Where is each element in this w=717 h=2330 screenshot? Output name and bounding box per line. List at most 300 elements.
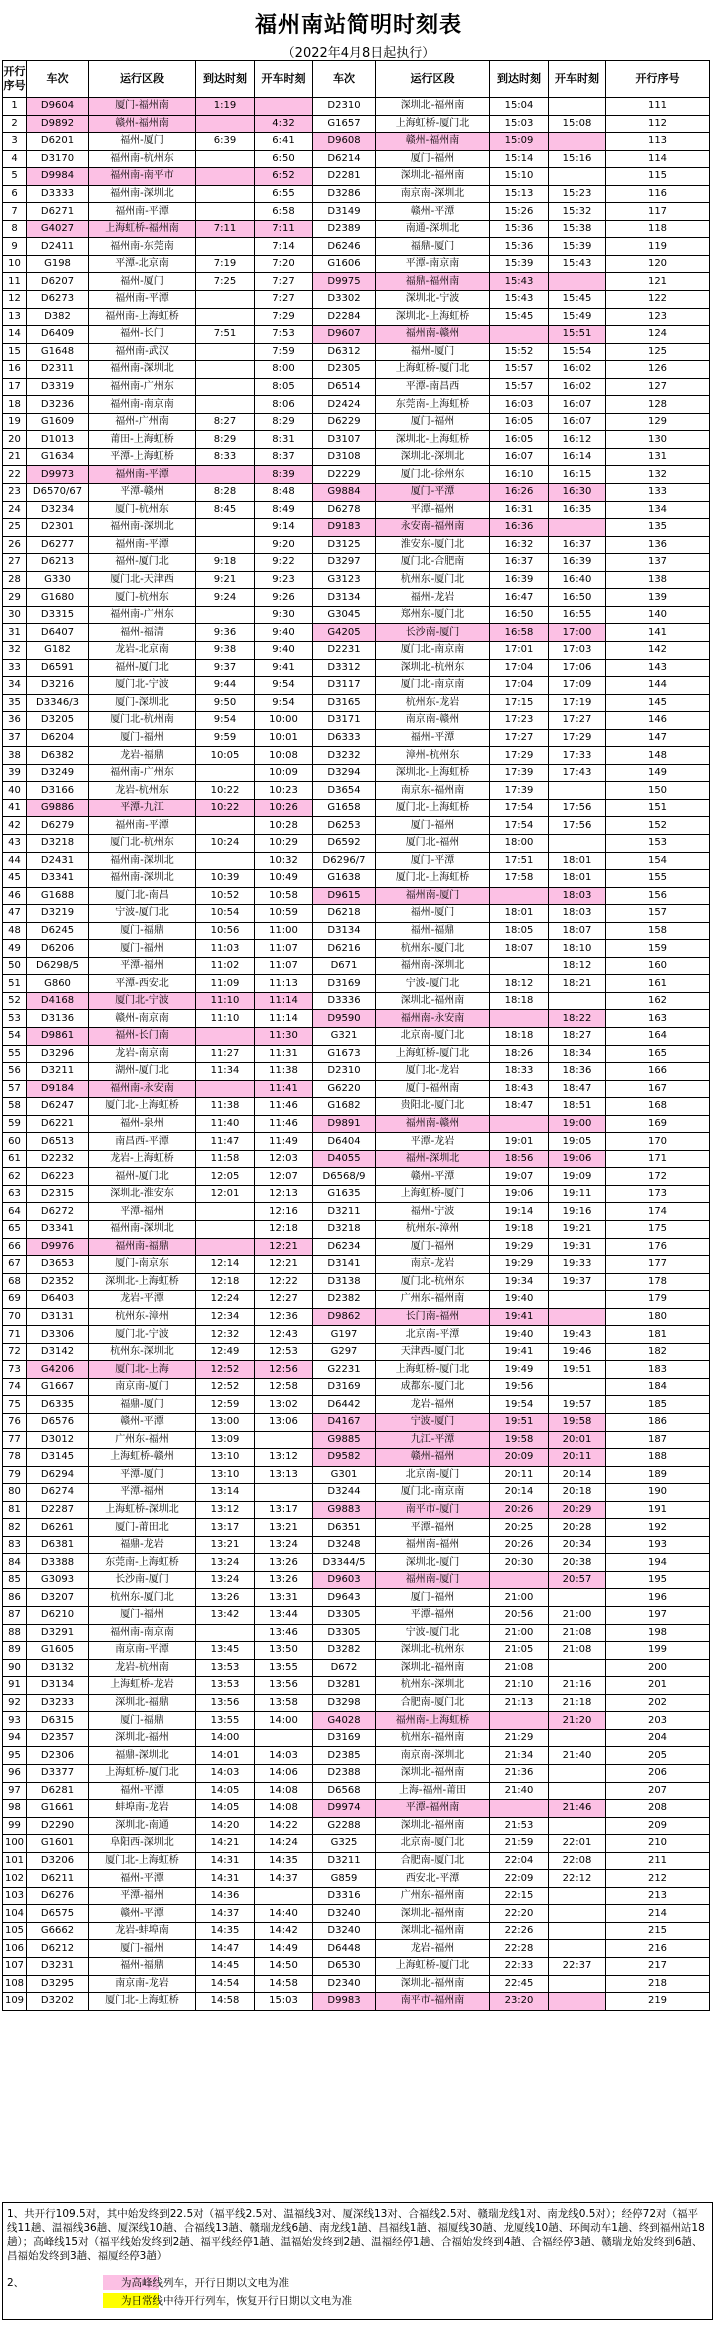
right-train-cell: D3108 xyxy=(313,448,376,466)
left-arrive-cell: 7:19 xyxy=(196,255,255,273)
left-depart-cell: 8:05 xyxy=(255,378,313,396)
right-seq-cell: 130 xyxy=(606,431,710,449)
left-depart-cell: 12:22 xyxy=(255,1273,313,1291)
left-depart-cell: 7:53 xyxy=(255,326,313,344)
right-route-cell: 深圳北-福州南 xyxy=(376,1817,490,1835)
left-arrive-cell: 12:32 xyxy=(196,1326,255,1344)
right-arrive-cell: 17:27 xyxy=(490,729,549,747)
table-row xyxy=(3,1431,710,1449)
right-train-cell: D6296/7 xyxy=(313,852,376,870)
right-arrive-cell: 19:56 xyxy=(490,1378,549,1396)
right-route-cell: 南平市-厦门 xyxy=(376,1501,490,1519)
left-route-cell: 福州-厦门 xyxy=(89,273,196,291)
right-arrive-cell: 16:50 xyxy=(490,606,549,624)
right-seq-cell: 189 xyxy=(606,1466,710,1484)
table-row xyxy=(3,1010,710,1028)
table-row xyxy=(3,1782,710,1800)
right-seq-cell: 209 xyxy=(606,1817,710,1835)
left-train-cell: D6335 xyxy=(27,1396,89,1414)
header-depart: 开车时刻 xyxy=(255,61,313,98)
table-row xyxy=(3,1150,710,1168)
right-train-cell: D3169 xyxy=(313,975,376,993)
left-arrive-cell: 11:02 xyxy=(196,957,255,975)
table-row xyxy=(3,729,710,747)
left-train-cell: D3315 xyxy=(27,606,89,624)
right-arrive-cell: 17:39 xyxy=(490,782,549,800)
right-depart-cell: 19:57 xyxy=(549,1396,606,1414)
left-train-cell: D3132 xyxy=(27,1659,89,1677)
left-train-cell: G1634 xyxy=(27,448,89,466)
left-arrive-cell: 13:12 xyxy=(196,1501,255,1519)
right-route-cell: 合肥南-厦门北 xyxy=(376,1694,490,1712)
right-arrive-cell: 19:49 xyxy=(490,1361,549,1379)
table-row xyxy=(3,1887,710,1905)
right-depart-cell: 18:01 xyxy=(549,852,606,870)
right-arrive-cell: 21:40 xyxy=(490,1782,549,1800)
left-train-cell: D6277 xyxy=(27,536,89,554)
left-depart-cell: 11:46 xyxy=(255,1115,313,1133)
left-train-cell: D6298/5 xyxy=(27,957,89,975)
right-depart-cell: 16:14 xyxy=(549,448,606,466)
right-route-cell: 平潭-福州南 xyxy=(376,1800,490,1818)
left-arrive-cell xyxy=(196,1221,255,1239)
left-train-cell: D2290 xyxy=(27,1817,89,1835)
right-depart-cell: 22:12 xyxy=(549,1870,606,1888)
left-train-cell: D2315 xyxy=(27,1185,89,1203)
right-train-cell: D6218 xyxy=(313,905,376,923)
right-train-cell: D3316 xyxy=(313,1887,376,1905)
right-route-cell: 厦门-平潭 xyxy=(376,484,490,502)
right-arrive-cell: 15:14 xyxy=(490,150,549,168)
right-seq-cell: 150 xyxy=(606,782,710,800)
table-row xyxy=(3,1817,710,1835)
right-arrive-cell: 16:10 xyxy=(490,466,549,484)
left-train-cell: D9976 xyxy=(27,1238,89,1256)
right-depart-cell: 18:03 xyxy=(549,887,606,905)
left-depart-cell: 6:58 xyxy=(255,203,313,221)
table-row xyxy=(3,1098,710,1116)
right-route-cell: 厦门北-南京南 xyxy=(376,677,490,695)
right-train-cell: D2284 xyxy=(313,308,376,326)
right-depart-cell: 16:35 xyxy=(549,501,606,519)
page-title: 福州南站简明时刻表 xyxy=(254,13,462,38)
right-train-cell: G859 xyxy=(313,1870,376,1888)
left-route-cell: 湖州-厦门北 xyxy=(89,1063,196,1081)
left-depart-cell: 11:00 xyxy=(255,922,313,940)
left-seq-cell: 31 xyxy=(3,624,27,642)
right-seq-cell: 160 xyxy=(606,957,710,975)
right-route-cell: 赣州-福州 xyxy=(376,1449,490,1467)
left-route-cell: 福州-长门 xyxy=(89,326,196,344)
right-arrive-cell xyxy=(490,1800,549,1818)
left-route-cell: 福鼎-龙岩 xyxy=(89,1536,196,1554)
right-arrive-cell: 23:20 xyxy=(490,1993,549,2011)
right-train-cell: D9891 xyxy=(313,1115,376,1133)
right-depart-cell: 18:07 xyxy=(549,922,606,940)
right-depart-cell: 19:31 xyxy=(549,1238,606,1256)
right-seq-cell: 125 xyxy=(606,343,710,361)
right-depart-cell: 15:08 xyxy=(549,115,606,133)
left-arrive-cell: 1:19 xyxy=(196,98,255,116)
left-train-cell: D6382 xyxy=(27,747,89,765)
left-depart-cell: 11:49 xyxy=(255,1133,313,1151)
right-route-cell: 宁波-厦门 xyxy=(376,1414,490,1432)
right-route-cell: 平潭-福州 xyxy=(376,1607,490,1625)
left-route-cell: 平潭-福州 xyxy=(89,1484,196,1502)
right-train-cell: D6404 xyxy=(313,1133,376,1151)
right-depart-cell xyxy=(549,98,606,116)
right-seq-cell: 137 xyxy=(606,554,710,572)
right-depart-cell: 18:21 xyxy=(549,975,606,993)
left-arrive-cell xyxy=(196,238,255,256)
right-seq-cell: 117 xyxy=(606,203,710,221)
right-depart-cell: 15:23 xyxy=(549,185,606,203)
left-seq-cell: 87 xyxy=(3,1607,27,1625)
left-seq-cell: 75 xyxy=(3,1396,27,1414)
right-route-cell: 厦门-福州 xyxy=(376,817,490,835)
right-train-cell: D3117 xyxy=(313,677,376,695)
right-route-cell: 福州南-赣州 xyxy=(376,326,490,344)
left-train-cell: D6245 xyxy=(27,922,89,940)
left-train-cell: D6223 xyxy=(27,1168,89,1186)
left-arrive-cell: 14:03 xyxy=(196,1764,255,1782)
right-train-cell: D3232 xyxy=(313,747,376,765)
left-seq-cell: 98 xyxy=(3,1800,27,1818)
table-row xyxy=(3,571,710,589)
table-row xyxy=(3,1045,710,1063)
right-arrive-cell: 18:18 xyxy=(490,1027,549,1045)
right-arrive-cell: 18:26 xyxy=(490,1045,549,1063)
left-train-cell: D3249 xyxy=(27,764,89,782)
right-arrive-cell: 15:45 xyxy=(490,308,549,326)
left-arrive-cell: 11:09 xyxy=(196,975,255,993)
table-row xyxy=(3,1168,710,1186)
left-route-cell: 福州-长门南 xyxy=(89,1027,196,1045)
right-depart-cell: 21:40 xyxy=(549,1747,606,1765)
right-seq-cell: 201 xyxy=(606,1677,710,1695)
left-depart-cell: 14:00 xyxy=(255,1712,313,1730)
left-arrive-cell: 10:56 xyxy=(196,922,255,940)
right-depart-cell: 21:00 xyxy=(549,1607,606,1625)
right-arrive-cell: 21:36 xyxy=(490,1764,549,1782)
left-depart-cell: 9:54 xyxy=(255,694,313,712)
right-arrive-cell: 15:04 xyxy=(490,98,549,116)
left-route-cell: 厦门-福州 xyxy=(89,940,196,958)
left-train-cell: G330 xyxy=(27,571,89,589)
right-route-cell: 上海虹桥-厦门北 xyxy=(376,361,490,379)
left-seq-cell: 37 xyxy=(3,729,27,747)
right-depart-cell: 18:22 xyxy=(549,1010,606,1028)
table-row xyxy=(3,1484,710,1502)
left-train-cell: D6513 xyxy=(27,1133,89,1151)
right-arrive-cell: 17:01 xyxy=(490,641,549,659)
right-seq-cell: 199 xyxy=(606,1642,710,1660)
right-train-cell: D6214 xyxy=(313,150,376,168)
right-seq-cell: 177 xyxy=(606,1256,710,1274)
left-route-cell: 福州南-深圳北 xyxy=(89,185,196,203)
left-train-cell: D3231 xyxy=(27,1957,89,1975)
right-depart-cell: 22:08 xyxy=(549,1852,606,1870)
table-row xyxy=(3,1238,710,1256)
table-row xyxy=(3,396,710,414)
table-row xyxy=(3,1712,710,1730)
right-seq-cell: 155 xyxy=(606,870,710,888)
left-route-cell: 福州-厦门 xyxy=(89,133,196,151)
right-seq-cell: 136 xyxy=(606,536,710,554)
table-row xyxy=(3,220,710,238)
right-arrive-cell: 18:05 xyxy=(490,922,549,940)
left-depart-cell: 10:32 xyxy=(255,852,313,870)
right-arrive-cell: 21:00 xyxy=(490,1589,549,1607)
left-route-cell: 深圳北-福鼎 xyxy=(89,1694,196,1712)
right-depart-cell: 16:30 xyxy=(549,484,606,502)
right-train-cell: D9983 xyxy=(313,1993,376,2011)
left-depart-cell: 13:26 xyxy=(255,1554,313,1572)
left-route-cell: 福州南-平潭 xyxy=(89,203,196,221)
left-route-cell: 龙岩-平潭 xyxy=(89,1291,196,1309)
right-route-cell: 福州-厦门 xyxy=(376,343,490,361)
right-route-cell: 福州南-赣州 xyxy=(376,1115,490,1133)
left-depart-cell: 11:14 xyxy=(255,992,313,1010)
right-seq-cell: 212 xyxy=(606,1870,710,1888)
left-seq-cell: 82 xyxy=(3,1519,27,1537)
header-depart: 开车时刻 xyxy=(549,61,606,98)
left-train-cell: D2232 xyxy=(27,1150,89,1168)
left-depart-cell: 13:06 xyxy=(255,1414,313,1432)
left-train-cell: D6575 xyxy=(27,1905,89,1923)
right-arrive-cell: 17:04 xyxy=(490,659,549,677)
left-train-cell: D2357 xyxy=(27,1729,89,1747)
right-route-cell: 深圳北-宁波 xyxy=(376,291,490,309)
left-arrive-cell: 9:37 xyxy=(196,659,255,677)
right-depart-cell: 16:39 xyxy=(549,554,606,572)
left-arrive-cell: 13:14 xyxy=(196,1484,255,1502)
left-arrive-cell: 14:31 xyxy=(196,1852,255,1870)
right-arrive-cell: 18:56 xyxy=(490,1150,549,1168)
right-train-cell: D9582 xyxy=(313,1449,376,1467)
left-route-cell: 深圳北-南通 xyxy=(89,1817,196,1835)
left-depart-cell: 13:50 xyxy=(255,1642,313,1660)
left-seq-cell: 89 xyxy=(3,1642,27,1660)
left-train-cell: D2411 xyxy=(27,238,89,256)
left-train-cell: D3012 xyxy=(27,1431,89,1449)
left-depart-cell: 9:22 xyxy=(255,554,313,572)
right-route-cell: 深圳北-福州南 xyxy=(376,1764,490,1782)
left-seq-cell: 27 xyxy=(3,554,27,572)
right-route-cell: 南平市-福州南 xyxy=(376,1993,490,2011)
left-arrive-cell: 13:42 xyxy=(196,1607,255,1625)
left-depart-cell: 9:54 xyxy=(255,677,313,695)
left-seq-cell: 64 xyxy=(3,1203,27,1221)
left-train-cell: G4027 xyxy=(27,220,89,238)
left-depart-cell: 8:31 xyxy=(255,431,313,449)
right-route-cell: 深圳北-福州南 xyxy=(376,98,490,116)
right-depart-cell xyxy=(549,1729,606,1747)
right-train-cell: D6246 xyxy=(313,238,376,256)
right-arrive-cell: 17:58 xyxy=(490,870,549,888)
right-seq-cell: 207 xyxy=(606,1782,710,1800)
right-train-cell: G325 xyxy=(313,1835,376,1853)
left-arrive-cell: 14:35 xyxy=(196,1922,255,1940)
left-route-cell: 厦门-杭州东 xyxy=(89,589,196,607)
table-row xyxy=(3,852,710,870)
right-train-cell: G1635 xyxy=(313,1185,376,1203)
right-seq-cell: 198 xyxy=(606,1624,710,1642)
left-train-cell: D9973 xyxy=(27,466,89,484)
left-seq-cell: 57 xyxy=(3,1080,27,1098)
right-seq-cell: 164 xyxy=(606,1027,710,1045)
right-arrive-cell: 21:29 xyxy=(490,1729,549,1747)
right-seq-cell: 121 xyxy=(606,273,710,291)
left-train-cell: D6570/67 xyxy=(27,484,89,502)
left-seq-cell: 8 xyxy=(3,220,27,238)
left-train-cell: D6261 xyxy=(27,1519,89,1537)
left-train-cell: D2311 xyxy=(27,361,89,379)
left-depart-cell: 9:40 xyxy=(255,624,313,642)
right-route-cell: 平潭-南昌西 xyxy=(376,378,490,396)
left-depart-cell: 6:55 xyxy=(255,185,313,203)
right-train-cell: G2231 xyxy=(313,1361,376,1379)
left-depart-cell: 13:55 xyxy=(255,1659,313,1677)
right-train-cell: D3134 xyxy=(313,589,376,607)
left-seq-cell: 109 xyxy=(3,1993,27,2011)
right-depart-cell: 17:33 xyxy=(549,747,606,765)
table-row xyxy=(3,905,710,923)
right-arrive-cell: 17:51 xyxy=(490,852,549,870)
right-train-cell: G1606 xyxy=(313,255,376,273)
right-train-cell: D3305 xyxy=(313,1607,376,1625)
left-route-cell: 龙岩-杭州南 xyxy=(89,1659,196,1677)
left-train-cell: D3207 xyxy=(27,1589,89,1607)
left-train-cell: G1605 xyxy=(27,1642,89,1660)
left-seq-cell: 40 xyxy=(3,782,27,800)
right-seq-cell: 161 xyxy=(606,975,710,993)
left-seq-cell: 14 xyxy=(3,326,27,344)
left-train-cell: D3211 xyxy=(27,1063,89,1081)
left-route-cell: 福州南-南京南 xyxy=(89,396,196,414)
right-arrive-cell: 22:15 xyxy=(490,1887,549,1905)
left-route-cell: 深圳北-淮安东 xyxy=(89,1185,196,1203)
left-seq-cell: 86 xyxy=(3,1589,27,1607)
right-seq-cell: 202 xyxy=(606,1694,710,1712)
left-route-cell: 平潭-西安北 xyxy=(89,975,196,993)
right-arrive-cell: 17:23 xyxy=(490,712,549,730)
left-seq-cell: 41 xyxy=(3,799,27,817)
left-arrive-cell: 6:39 xyxy=(196,133,255,151)
left-seq-cell: 106 xyxy=(3,1940,27,1958)
right-train-cell: D3134 xyxy=(313,922,376,940)
left-seq-cell: 46 xyxy=(3,887,27,905)
table-row xyxy=(3,1677,710,1695)
left-route-cell: 福州-厦门北 xyxy=(89,659,196,677)
left-route-cell: 宁波-厦门北 xyxy=(89,905,196,923)
left-arrive-cell: 13:24 xyxy=(196,1571,255,1589)
right-route-cell: 福州南-永安南 xyxy=(376,1010,490,1028)
right-arrive-cell: 16:36 xyxy=(490,519,549,537)
left-train-cell: D3206 xyxy=(27,1852,89,1870)
left-route-cell: 上海虹桥-深圳北 xyxy=(89,1501,196,1519)
left-depart-cell: 10:01 xyxy=(255,729,313,747)
left-depart-cell: 4:32 xyxy=(255,115,313,133)
right-depart-cell: 19:37 xyxy=(549,1273,606,1291)
left-route-cell: 平潭-赣州 xyxy=(89,484,196,502)
right-depart-cell: 15:43 xyxy=(549,255,606,273)
right-train-cell: D6514 xyxy=(313,378,376,396)
right-route-cell: 深圳北-杭州东 xyxy=(376,659,490,677)
left-train-cell: D2306 xyxy=(27,1747,89,1765)
right-seq-cell: 185 xyxy=(606,1396,710,1414)
left-route-cell: 福州南-深圳北 xyxy=(89,519,196,537)
left-depart-cell xyxy=(255,98,313,116)
right-route-cell: 厦门北-合肥南 xyxy=(376,554,490,572)
right-seq-cell: 124 xyxy=(606,326,710,344)
right-train-cell: D6568 xyxy=(313,1782,376,1800)
left-route-cell: 厦门北-天津西 xyxy=(89,571,196,589)
left-train-cell: D3388 xyxy=(27,1554,89,1572)
right-route-cell: 北京南-厦门北 xyxy=(376,1027,490,1045)
right-train-cell: D3169 xyxy=(313,1729,376,1747)
right-depart-cell: 19:33 xyxy=(549,1256,606,1274)
right-depart-cell: 16:55 xyxy=(549,606,606,624)
right-train-cell: D2385 xyxy=(313,1747,376,1765)
left-arrive-cell: 10:39 xyxy=(196,870,255,888)
table-row xyxy=(3,361,710,379)
right-seq-cell: 214 xyxy=(606,1905,710,1923)
table-row xyxy=(3,1256,710,1274)
left-arrive-cell: 14:05 xyxy=(196,1782,255,1800)
right-train-cell: D3171 xyxy=(313,712,376,730)
right-depart-cell: 19:05 xyxy=(549,1133,606,1151)
right-depart-cell xyxy=(549,834,606,852)
right-route-cell: 福州南-厦门 xyxy=(376,1571,490,1589)
right-arrive-cell: 19:29 xyxy=(490,1238,549,1256)
left-train-cell: D6409 xyxy=(27,326,89,344)
right-seq-cell: 187 xyxy=(606,1431,710,1449)
right-depart-cell: 20:28 xyxy=(549,1519,606,1537)
table-row xyxy=(3,1133,710,1151)
left-arrive-cell: 11:38 xyxy=(196,1098,255,1116)
right-seq-cell: 216 xyxy=(606,1940,710,1958)
left-arrive-cell: 11:10 xyxy=(196,992,255,1010)
table-row xyxy=(3,1659,710,1677)
left-depart-cell: 12:43 xyxy=(255,1326,313,1344)
right-seq-cell: 131 xyxy=(606,448,710,466)
right-depart-cell: 17:19 xyxy=(549,694,606,712)
left-arrive-cell: 14:36 xyxy=(196,1887,255,1905)
right-seq-cell: 122 xyxy=(606,291,710,309)
right-depart-cell: 17:06 xyxy=(549,659,606,677)
left-seq-cell: 39 xyxy=(3,764,27,782)
left-route-cell: 厦门北-宁波 xyxy=(89,992,196,1010)
left-depart-cell: 12:16 xyxy=(255,1203,313,1221)
right-seq-cell: 174 xyxy=(606,1203,710,1221)
right-train-cell: G1657 xyxy=(313,115,376,133)
right-arrive-cell: 15:09 xyxy=(490,133,549,151)
right-route-cell: 龙岩-福州 xyxy=(376,1940,490,1958)
left-train-cell: G1661 xyxy=(27,1800,89,1818)
table-row xyxy=(3,1589,710,1607)
right-route-cell: 厦门北-徐州东 xyxy=(376,466,490,484)
right-route-cell: 合肥南-厦门北 xyxy=(376,1852,490,1870)
left-seq-cell: 79 xyxy=(3,1466,27,1484)
left-arrive-cell: 11:58 xyxy=(196,1150,255,1168)
left-route-cell: 平潭-福州 xyxy=(89,957,196,975)
table-row xyxy=(3,1747,710,1765)
left-seq-cell: 34 xyxy=(3,677,27,695)
left-train-cell: D3205 xyxy=(27,712,89,730)
table-row xyxy=(3,413,710,431)
right-train-cell: D671 xyxy=(313,957,376,975)
